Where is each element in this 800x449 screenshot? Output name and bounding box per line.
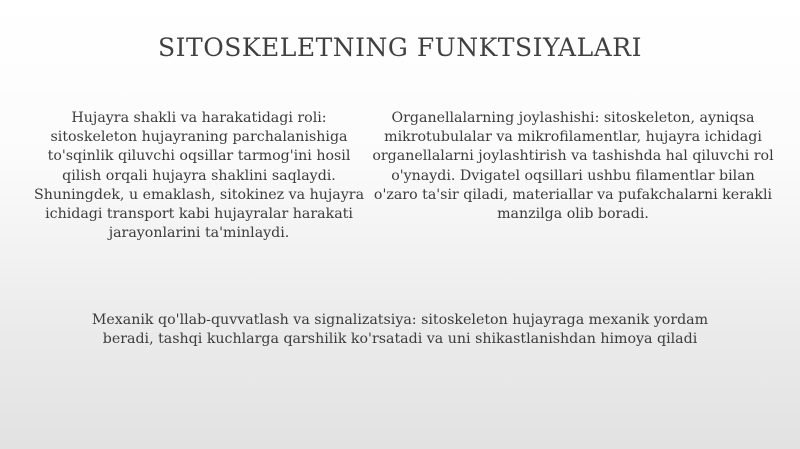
left-text-block: Hujayra shakli va harakatidagi roli: sitoskeleton hujayraning parchalanishiga to'sqinlik qiluvchi oqsillar tarmog'ini hosil qilish orqali hujayra shaklini saqlaydi. Shuningdek, u emaklash, sitokinez va hujayra ichidagi transport kabi hujayralar harakati jarayonlarini ta'minlaydi. xyxy=(33,110,365,242)
right-text-block: Organellalarning joylashishi: sitoskeleton, ayniqsa mikrotubulalar va mikrofilamentlar, hujayra ichidagi organellalarni joylashtirish va tashishda hal qiluvchi rol o'ynaydi. Dvigatel oqsillari ushbu filamentlar bilan o'zaro ta'sir qiladi, materiallar va pufakchalarni kerakli manzilga olib boradi. xyxy=(372,110,774,223)
slide-title: SITOSKELETNING FUNKTSIYALARI xyxy=(158,33,642,62)
bottom-text-block: Mexanik qo'llab-quvvatlash va signalizatsiya: sitoskeleton hujayraga mexanik yordam beradi, tashqi kuchlarga qarshilik ko'rsatadi va uni shikastlanishdan himoya qiladi xyxy=(91,312,709,348)
